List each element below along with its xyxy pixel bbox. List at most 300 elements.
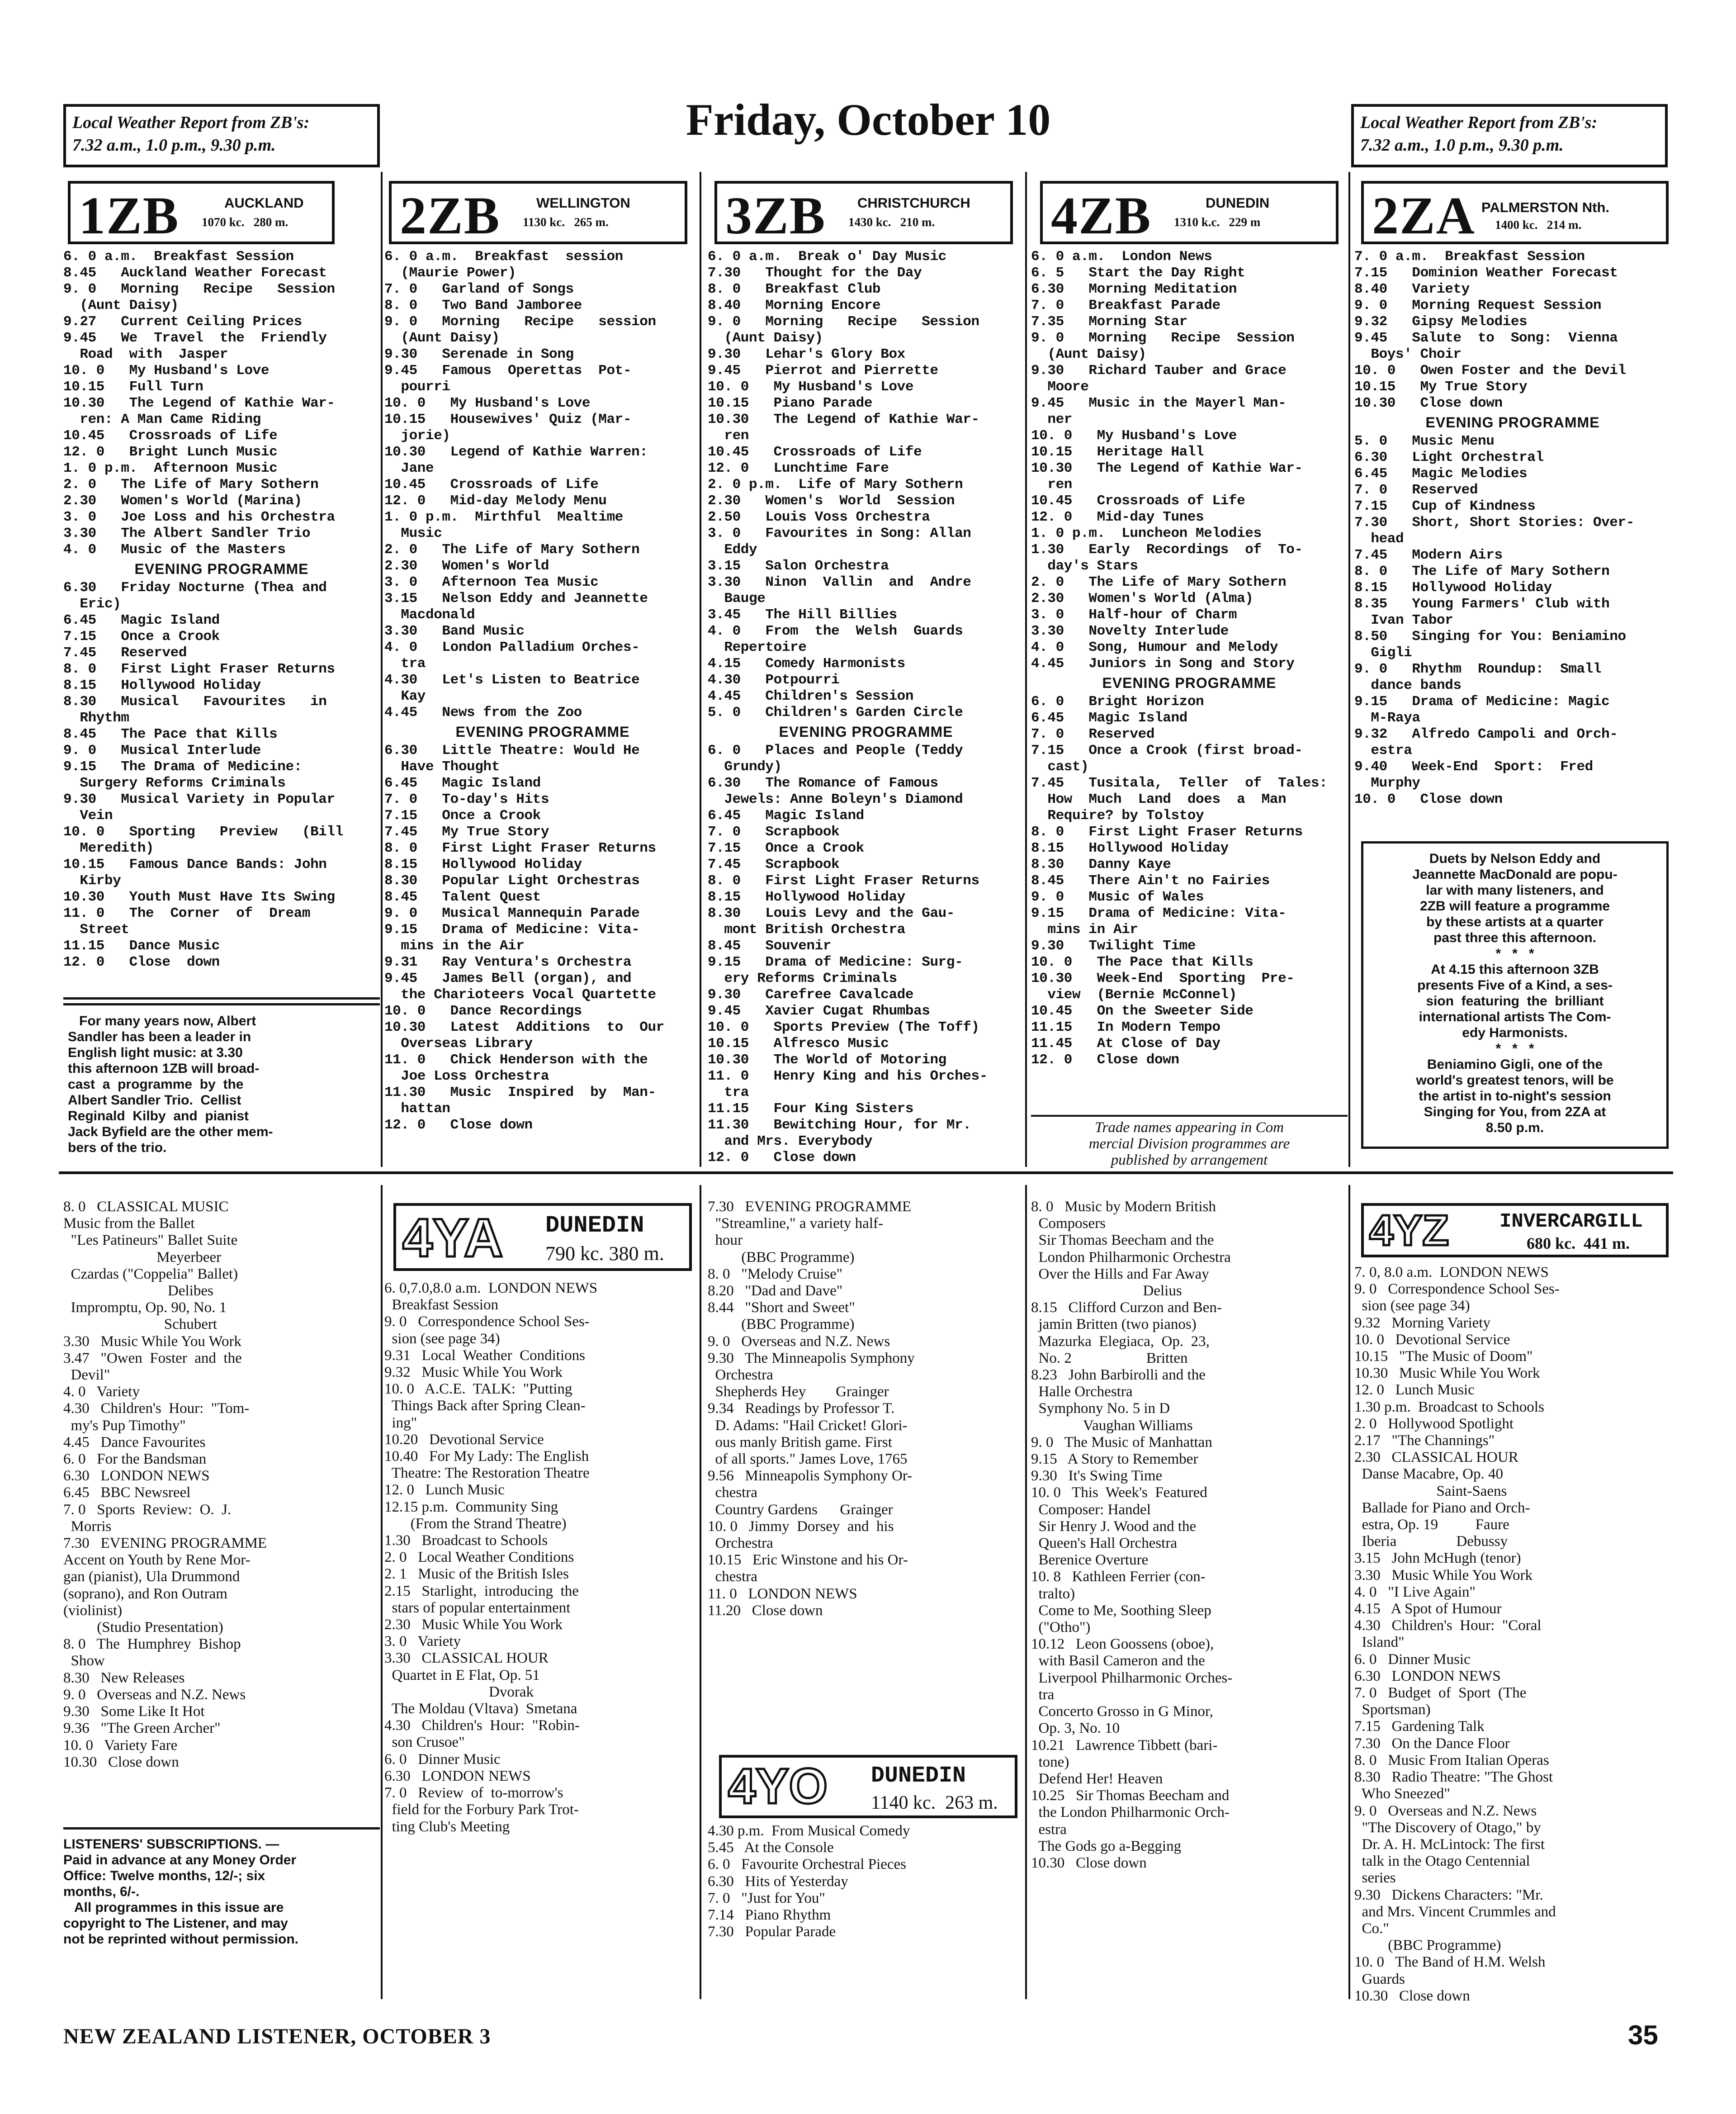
schedule-line: (BBC Programme)	[708, 1316, 855, 1333]
schedule-line: 2. 0 The Life of Mary Sothern	[384, 542, 640, 558]
schedule-line: 6.30 Morning Meditation	[1031, 281, 1237, 297]
weather-times: 7.32 a.m., 1.0 p.m., 9.30 p.m.	[72, 136, 276, 155]
schedule-line: 6. 0 a.m. Break o' Day Music	[708, 249, 946, 265]
schedule-line: 10. 0 A.C.E. TALK: "Putting	[384, 1381, 572, 1398]
station-call: 1ZB	[79, 186, 180, 245]
schedule-line: 7. 0 Budget of Sport (The	[1354, 1685, 1527, 1702]
schedule-line: Have Thought	[384, 759, 500, 775]
schedule-entries	[384, 1280, 701, 1835]
schedule-line: 9.45 Pierrot and Pierrette	[708, 363, 938, 379]
schedule-line: copyright to The Listener, and may	[63, 1916, 288, 1931]
schedule-line: 8.50 Singing for You: Beniamino	[1354, 629, 1626, 645]
schedule-line: 9.15 Drama of Medicine: Vita-	[384, 922, 640, 938]
schedule-line: 4.45 Children's Session	[708, 688, 914, 704]
schedule-line: 12. 0 Close down	[708, 1150, 856, 1166]
schedule-line: sion (see page 34)	[1354, 1298, 1470, 1314]
schedule-line: 2. 0 Local Weather Conditions	[384, 1549, 574, 1566]
schedule-line: D. Adams: "Hail Cricket! Glori-	[708, 1417, 908, 1434]
schedule-entries	[1354, 1264, 1671, 2005]
schedule-line: 6.30 LONDON NEWS	[63, 1468, 210, 1484]
schedule-line: 3. 0 Variety	[384, 1633, 461, 1650]
schedule-line: * * *	[1495, 946, 1534, 961]
schedule-line: estra	[1354, 743, 1412, 758]
schedule-line: tralto)	[1031, 1585, 1075, 1602]
schedule-line: 7.45 Modern Airs	[1354, 547, 1503, 563]
schedule-line: 7.15 Once a Crook	[708, 840, 864, 856]
schedule-line: 10.40 For My Lady: The English	[384, 1448, 589, 1465]
schedule-line: 4. 0 Music of the Masters	[63, 542, 286, 558]
schedule-line: 4.30 Let's Listen to Beatrice	[384, 672, 640, 688]
schedule-line: Moore	[1031, 379, 1089, 395]
schedule-line: 6. 0,7.0,8.0 a.m. LONDON NEWS	[384, 1280, 598, 1296]
schedule-4yz	[1354, 1264, 1671, 2005]
schedule-day	[384, 249, 701, 721]
schedule-line: 9.56 Minneapolis Symphony Or-	[708, 1468, 913, 1484]
schedule-line: Jane	[384, 460, 434, 476]
schedule-line: 9. 0 Morning Request Session	[1354, 298, 1602, 313]
schedule-line: 6.30 Friday Nocturne (Thea and	[63, 580, 327, 596]
schedule-line: 10.45 Crossroads of Life	[384, 477, 599, 493]
schedule-lower-col1	[63, 1199, 380, 1771]
schedule-line: ing"	[384, 1414, 417, 1431]
schedule-line: 7.15 Once a Crook (first broad-	[1031, 743, 1303, 758]
schedule-line: 10. 0 Sports Preview (The Toff)	[708, 1019, 979, 1035]
schedule-line: (Aunt Daisy)	[1031, 346, 1146, 362]
schedule-line: 7. 0 Breakfast Parade	[1031, 298, 1220, 313]
column-rule	[381, 172, 383, 1167]
schedule-line: 8.30 Popular Light Orchestras	[384, 873, 640, 889]
station-frequency: 1310 k.c. 229 m	[1174, 215, 1261, 229]
schedule-line: (Studio Presentation)	[63, 1619, 223, 1636]
weather-box-right	[1351, 104, 1668, 167]
schedule-line: 10. 0 My Husband's Love	[384, 395, 591, 411]
schedule-line: 9.32 Gipsy Melodies	[1354, 314, 1528, 330]
schedule-line: 3. 0 Afternoon Tea Music	[384, 574, 599, 590]
schedule-line: 10.30 Close down	[63, 1754, 179, 1770]
schedule-line: 10. 0 My Husband's Love	[708, 379, 914, 395]
schedule-line: (soprano), and Ron Outram	[63, 1585, 227, 1602]
schedule-line: 8.20 "Dad and Dave"	[708, 1283, 843, 1299]
schedule-line: Over the Hills and Far Away	[1031, 1266, 1209, 1282]
schedule-line: Iberia Debussy	[1354, 1533, 1508, 1550]
schedule-line: 8.30 New Releases	[63, 1669, 185, 1686]
station-frequency: 1140 kc. 263 m.	[871, 1792, 998, 1813]
schedule-line: 8. 0 First Light Fraser Returns	[708, 873, 979, 889]
station-frequency: 1070 kc. 280 m.	[202, 215, 289, 229]
schedule-line: 6.30 The Romance of Famous	[708, 775, 938, 791]
schedule-line: 9. 0 Morning Recipe Session	[63, 281, 335, 297]
schedule-line: 9.30 Richard Tauber and Grace	[1031, 363, 1287, 379]
schedule-line: 8.40 Morning Encore	[708, 298, 881, 313]
schedule-line: 7.14 Piano Rhythm	[708, 1907, 831, 1924]
station-city: INVERCARGILL	[1499, 1210, 1643, 1233]
schedule-line: 6. 0 a.m. London News	[1031, 249, 1212, 265]
evening-programme-heading: EVENING PROGRAMME	[779, 724, 953, 740]
schedule-line: Defend Her! Heaven	[1031, 1770, 1163, 1787]
schedule-line: 12.15 p.m. Community Sing	[384, 1498, 558, 1515]
schedule-line: 6.45 Magic Island	[1031, 710, 1187, 726]
schedule-line: 10.30 Music While You Work	[1354, 1365, 1540, 1382]
schedule-line: Danse Macabre, Op. 40	[1354, 1466, 1503, 1483]
schedule-line: 4.30 p.m. From Musical Comedy	[708, 1823, 910, 1839]
schedule-line: estra, Op. 19 Faure	[1354, 1517, 1509, 1533]
schedule-line: past three this afternoon.	[1433, 930, 1597, 945]
schedule-line: 10.30 Close down	[1354, 1987, 1470, 2004]
schedule-line: of all sports." James Love, 1765	[708, 1451, 908, 1468]
schedule-line: 8. 0 "Melody Cruise"	[708, 1266, 843, 1282]
schedule-line: 2.30 CLASSICAL HOUR	[1354, 1449, 1518, 1466]
schedule-line: months, 6/-.	[63, 1884, 140, 1899]
schedule-line: 9. 0 The Music of Manhattan	[1031, 1434, 1212, 1450]
horizontal-rule	[59, 1171, 1673, 1174]
schedule-line: 7. 0 Scrapbook	[708, 824, 840, 840]
weather-line: Local Weather Report from ZB's:	[72, 113, 310, 132]
schedule-line: 2.15 Starlight, introducing the	[384, 1583, 579, 1599]
schedule-line: 9. 0 Morning Recipe session	[384, 314, 656, 330]
schedule-line: Reginald Kilby and pianist	[68, 1109, 249, 1123]
schedule-line: international artists The Com-	[1419, 1010, 1611, 1024]
schedule-line: 4. 0 London Palladium Orches-	[384, 640, 640, 655]
schedule-line: this afternoon 1ZB will broad-	[68, 1061, 260, 1076]
schedule-line: Delius	[1031, 1283, 1182, 1299]
schedule-line: 8.35 Young Farmers' Club with	[1354, 596, 1610, 612]
schedule-line: Eddy	[708, 542, 757, 558]
schedule-line: series	[1354, 1870, 1396, 1886]
schedule-evening	[1354, 433, 1671, 808]
schedule-2zb	[384, 249, 701, 1133]
schedule-line: * * *	[1495, 1041, 1534, 1056]
schedule-line: 6.30 Hits of Yesterday	[708, 1873, 848, 1890]
schedule-line: Breakfast Session	[384, 1297, 499, 1313]
schedule-line: 9. 0 Overseas and N.Z. News	[1354, 1802, 1537, 1819]
schedule-line: 8.30 Danny Kaye	[1031, 857, 1171, 872]
schedule-line: 10.30 Close down	[1031, 1854, 1147, 1871]
schedule-line: 10.30 Youth Must Have Its Swing	[63, 889, 335, 905]
schedule-line: 10. 0 Jimmy Dorsey and his	[708, 1518, 894, 1535]
station-call: 2ZA	[1372, 186, 1476, 245]
schedule-line: 2. 1 Music of the British Isles	[384, 1566, 569, 1583]
schedule-line: LISTENERS' SUBSCRIPTIONS. —	[63, 1837, 279, 1852]
schedule-line: 7.15 Cup of Kindness	[1354, 498, 1536, 514]
schedule-line: 6. 0 Bright Horizon	[1031, 694, 1204, 710]
schedule-line: 4. 0 Song, Humour and Melody	[1031, 640, 1278, 655]
trade-line: mercial Division programmes are	[1088, 1136, 1290, 1152]
schedule-line: 8.15 Hollywood Holiday	[1354, 580, 1552, 596]
schedule-entries	[63, 1199, 380, 1771]
schedule-line: (Aunt Daisy)	[384, 330, 500, 346]
schedule-line: 9.36 "The Green Archer"	[63, 1720, 221, 1737]
schedule-line: 12. 0 Mid-day Melody Menu	[384, 493, 607, 509]
station-frequency: 680 kc. 441 m.	[1527, 1234, 1630, 1252]
schedule-line: 10.30 Latest Additions to Our	[384, 1019, 664, 1035]
schedule-line: 9.15 The Drama of Medicine:	[63, 759, 302, 775]
schedule-line: 9.30 Carefree Cavalcade	[708, 987, 914, 1003]
schedule-line: 5.45 At the Console	[708, 1839, 834, 1856]
schedule-line: 3.15 John McHugh (tenor)	[1354, 1550, 1521, 1567]
schedule-line: 3.15 Nelson Eddy and Jeannette	[384, 591, 648, 607]
schedule-line: 4.45 News from the Zoo	[384, 705, 582, 720]
schedule-line: ous manly British game. First	[708, 1434, 892, 1450]
schedule-line: 12. 0 Bright Lunch Music	[63, 444, 278, 460]
schedule-line: mins in Air	[1031, 922, 1138, 938]
schedule-4yo	[708, 1823, 1024, 1940]
schedule-line: 10.30 Legend of Kathie Warren:	[384, 444, 648, 460]
weather-box-left	[63, 104, 380, 167]
schedule-line: 6.45 Magic Island	[63, 612, 220, 628]
schedule-line: Sandler has been a leader in	[68, 1029, 251, 1044]
schedule-line: 12. 0 Lunchtime Fare	[708, 460, 889, 476]
schedule-line: the artist in to-night's session	[1419, 1089, 1611, 1104]
schedule-line: 7. 0 Sports Review: O. J.	[63, 1501, 232, 1518]
schedule-line: 2. 0 The Life of Mary Sothern	[1031, 574, 1287, 590]
station-city: DUNEDIN	[1206, 195, 1270, 211]
schedule-line: 2.17 "The Channings"	[1354, 1432, 1495, 1449]
schedule-line: 2. 0 p.m. Life of Mary Sothern	[708, 477, 963, 493]
schedule-line: Meredith)	[63, 840, 154, 856]
schedule-line: stars of popular entertainment	[384, 1599, 571, 1616]
schedule-line: 7. 0 Garland of Songs	[384, 281, 574, 297]
schedule-line: 9.15 Drama of Medicine: Magic	[1354, 694, 1610, 710]
schedule-line: Composers	[1031, 1215, 1106, 1232]
schedule-line: mins in the Air	[384, 938, 525, 954]
schedule-line: 9.30 Dickens Characters: "Mr.	[1354, 1886, 1543, 1903]
schedule-line: 9.45 Famous Operettas Pot-	[384, 363, 632, 379]
schedule-line: edy Harmonists.	[1462, 1025, 1568, 1040]
schedule-line: (BBC Programme)	[708, 1249, 855, 1266]
schedule-line: 10.21 Lawrence Tibbett (bari-	[1031, 1737, 1218, 1754]
schedule-line: (Maurie Power)	[384, 265, 516, 281]
station-city: PALMERSTON Nth.	[1481, 199, 1610, 215]
schedule-line: 10. 0 Variety Fare	[63, 1737, 178, 1754]
schedule-line: Require? by Tolstoy	[1031, 808, 1204, 824]
schedule-line: cast a programme by the	[68, 1077, 244, 1092]
footer-publication: NEW ZEALAND LISTENER, OCTOBER 3	[63, 2024, 491, 2048]
schedule-line: ting Club's Meeting	[384, 1818, 510, 1835]
schedule-line: 9.31 Local Weather Conditions	[384, 1347, 585, 1364]
schedule-line: Composer: Handel	[1031, 1501, 1151, 1518]
schedule-line: Halle Orchestra	[1031, 1384, 1133, 1400]
schedule-line: (From the Strand Theatre)	[384, 1515, 567, 1532]
station-call: 2ZB	[400, 186, 501, 245]
schedule-line: 9. 0 Correspondence School Ses-	[384, 1313, 590, 1330]
schedule-line: lar with many listeners, and	[1426, 883, 1604, 898]
schedule-line: At 4.15 this afternoon 3ZB	[1431, 962, 1599, 977]
schedule-line: 12. 0 Lunch Music	[384, 1482, 505, 1498]
schedule-line: 9.30 Some Like It Hot	[63, 1703, 205, 1720]
schedule-evening	[1031, 694, 1348, 1068]
schedule-line: 9. 0 Morning Recipe Session	[1031, 330, 1295, 346]
schedule-line: 7. 0 To-day's Hits	[384, 792, 549, 807]
schedule-line: Queen's Hall Orchestra	[1031, 1535, 1177, 1552]
schedule-line: For many years now, Albert	[68, 1014, 256, 1029]
schedule-line: 5. 0 Children's Garden Circle	[708, 705, 963, 720]
schedule-line: 2. 0 Hollywood Spotlight	[1354, 1415, 1514, 1432]
schedule-line: ren: A Man Came Riding	[63, 412, 261, 427]
schedule-line: Macdonald	[384, 607, 475, 623]
schedule-line: 9.30 It's Swing Time	[1031, 1468, 1163, 1484]
station-badge-4ya	[393, 1203, 692, 1271]
schedule-line: 6.30 LONDON NEWS	[1354, 1668, 1501, 1684]
notes-box-2za	[1361, 841, 1669, 1149]
page-number: 35	[1628, 2020, 1658, 2050]
schedule-line: 8.44 "Short and Sweet"	[708, 1299, 855, 1316]
schedule-line: 10. 0 The Band of H.M. Welsh	[1354, 1954, 1546, 1971]
schedule-line: sion featuring the brilliant	[1426, 994, 1604, 1009]
schedule-line: hattan	[384, 1101, 450, 1117]
schedule-line: Island"	[1354, 1634, 1405, 1651]
schedule-line: mont British Orchestra	[708, 922, 905, 938]
schedule-line: estra	[1031, 1821, 1067, 1838]
schedule-line: 9.45 Xavier Cugat Rhumbas	[708, 1003, 930, 1019]
schedule-line: 8. 0 The Humphrey Bishop	[63, 1636, 241, 1653]
schedule-line: Jack Byfield are the other mem-	[68, 1124, 273, 1139]
schedule-line: 8.45 The Pace that Kills	[63, 726, 278, 742]
schedule-line: head	[1354, 531, 1404, 547]
schedule-line: Albert Sandler Trio. Cellist	[68, 1093, 241, 1108]
schedule-line: 7. 0, 8.0 a.m. LONDON NEWS	[1354, 1264, 1549, 1280]
schedule-line: 3.47 "Owen Foster and the	[63, 1350, 242, 1366]
schedule-line: 10. 0 Owen Foster and the Devil	[1354, 363, 1626, 379]
schedule-line: Street	[63, 922, 129, 938]
schedule-line: Beniamino Gigli, one of the	[1427, 1057, 1603, 1072]
schedule-line: 10. 0 The Pace that Kills	[1031, 954, 1254, 970]
schedule-line: 4.45 Juniors in Song and Story	[1031, 656, 1295, 672]
weather-line: Local Weather Report from ZB's:	[1360, 113, 1598, 132]
schedule-line: 10.15 "The Music of Doom"	[1354, 1348, 1533, 1365]
schedule-line: 7.45 Tusitala, Teller of Tales:	[1031, 775, 1328, 791]
schedule-line: 1.30 Early Recordings of To-	[1031, 542, 1303, 558]
schedule-line: How Much Land does a Man	[1031, 792, 1287, 807]
schedule-line: 8. 0 Music From Italian Operas	[1354, 1752, 1549, 1768]
schedule-line: 10. 0 Devotional Service	[1354, 1331, 1510, 1348]
schedule-line: Rhythm	[63, 710, 129, 726]
schedule-line: 9. 0 Overseas and N.Z. News	[708, 1333, 890, 1350]
schedule-line: Sir Henry J. Wood and the	[1031, 1518, 1197, 1535]
schedule-line: ren	[1031, 477, 1073, 493]
station-frequency: 790 kc. 380 m.	[545, 1242, 664, 1265]
schedule-line: Paid in advance at any Money Order	[63, 1853, 297, 1868]
schedule-line: 8.15 Hollywood Holiday	[1031, 840, 1229, 856]
schedule-line: 6.45 Magic Island	[708, 808, 864, 824]
schedule-line: 1. 0 p.m. Afternoon Music	[63, 460, 278, 476]
schedule-line: view (Bernie McConnel)	[1031, 987, 1237, 1003]
schedule-line: 7.35 Morning Star	[1031, 314, 1187, 330]
schedule-line: Overseas Library	[384, 1036, 533, 1052]
schedule-line: 6.45 Magic Island	[384, 775, 541, 791]
schedule-line: 1.30 Broadcast to Schools	[384, 1532, 548, 1549]
schedule-line: 8.15 Clifford Curzon and Ben-	[1031, 1299, 1222, 1316]
schedule-line: 6. 0 For the Bandsman	[63, 1451, 207, 1468]
schedule-line: ner	[1031, 412, 1073, 427]
schedule-line: London Philharmonic Orchestra	[1031, 1249, 1231, 1266]
schedule-line: 9.30 Musical Variety in Popular	[63, 792, 335, 807]
schedule-line: 12. 0 Mid-day Tunes	[1031, 509, 1204, 525]
station-header-2za	[1361, 181, 1669, 244]
schedule-2za	[1354, 249, 1671, 808]
schedule-line: 9.32 Music While You Work	[384, 1364, 563, 1381]
station-header-2zb	[389, 181, 687, 244]
schedule-line: 4.30 Children's Hour: "Coral	[1354, 1617, 1542, 1634]
schedule-line: 10. 0 My Husband's Love	[1031, 428, 1237, 444]
schedule-line: 9.31 Ray Ventura's Orchestra	[384, 954, 632, 970]
schedule-line: 8. 0 First Light Fraser Returns	[384, 840, 656, 856]
schedule-line: 7.30 EVENING PROGRAMME	[63, 1535, 267, 1552]
horizontal-rule	[1031, 1115, 1348, 1117]
schedule-line: Concerto Grosso in G Minor,	[1031, 1703, 1213, 1720]
schedule-line: gan (pianist), Ula Drummond	[63, 1569, 240, 1585]
schedule-line: 10.15 Eric Winstone and his Or-	[708, 1552, 908, 1569]
schedule-day	[1031, 249, 1348, 672]
schedule-line: 8.15 Hollywood Holiday	[384, 857, 582, 872]
schedule-line: Mazurka Elegiaca, Op. 23,	[1031, 1333, 1210, 1350]
schedule-line: the Charioteers Vocal Quartette	[384, 987, 656, 1003]
schedule-line: 7.45 My True Story	[384, 824, 549, 840]
schedule-line: 2.30 Music While You Work	[384, 1616, 563, 1633]
schedule-line: Vein	[63, 808, 113, 824]
station-call: 3ZB	[725, 186, 826, 245]
schedule-line: Orchestra	[708, 1535, 773, 1552]
schedule-line: Grundy)	[708, 759, 782, 775]
schedule-1zb	[63, 249, 380, 971]
schedule-line: Boys' Choir	[1354, 346, 1462, 362]
schedule-line: day's Stars	[1031, 558, 1138, 574]
schedule-line: 10. 0 My Husband's Love	[63, 363, 270, 379]
schedule-line: with Basil Cameron and the	[1031, 1653, 1205, 1669]
schedule-line: Morris	[63, 1518, 112, 1535]
schedule-line: 11.45 At Close of Day	[1031, 1036, 1220, 1052]
schedule-line: The Moldau (Vltava) Smetana	[384, 1701, 577, 1717]
schedule-line: 7.15 Once a Crook	[384, 808, 541, 824]
schedule-line: 10.30 The Legend of Kathie War-	[1031, 460, 1303, 476]
page-title: Friday, October 10	[686, 95, 1051, 145]
schedule-line: 8.30 Musical Favourites in	[63, 694, 327, 710]
schedule-line: 11.15 Dance Music	[63, 938, 220, 954]
schedule-line: Sir Thomas Beecham and the	[1031, 1232, 1214, 1249]
column-rule	[1025, 1185, 1027, 1999]
schedule-line: and Mrs. Vincent Crummles and	[1354, 1903, 1556, 1920]
schedule-line: Things Back after Spring Clean-	[384, 1398, 586, 1414]
schedule-line: 6. 0 Dinner Music	[1354, 1651, 1471, 1668]
schedule-line: 3. 0 Joe Loss and his Orchestra	[63, 509, 335, 525]
schedule-line: 6. 0 a.m. Breakfast Session	[63, 249, 294, 265]
schedule-line: 8.30 Louis Levy and the Gau-	[708, 905, 955, 921]
subscriptions-text	[63, 1836, 380, 1947]
schedule-line: 9.30 Lehar's Glory Box	[708, 346, 905, 362]
schedule-line: 9.30 Serenade in Song	[384, 346, 574, 362]
schedule-line: 7.30 On the Dance Floor	[1354, 1735, 1510, 1752]
schedule-line: 9.40 Week-End Sport: Fred	[1354, 759, 1593, 775]
schedule-line: the London Philharmonic Orch-	[1031, 1804, 1230, 1821]
schedule-line: 7.15 Gardening Talk	[1354, 1718, 1485, 1735]
station-header-4zb	[1040, 181, 1339, 244]
schedule-line: 2. 0 The Life of Mary Sothern	[63, 477, 319, 493]
schedule-line: 6.45 Magic Melodies	[1354, 466, 1528, 482]
station-city: CHRISTCHURCH	[857, 195, 970, 211]
schedule-line: 6.30 Light Orchestral	[1354, 450, 1544, 465]
schedule-line: son Crusoe"	[384, 1734, 465, 1751]
schedule-line: 4.45 Dance Favourites	[63, 1434, 206, 1450]
schedule-line: 11. 0 LONDON NEWS	[708, 1585, 857, 1602]
schedule-line: Dr. A. H. McLintock: The first	[1354, 1836, 1545, 1853]
schedule-line: 4.30 Potpourri	[708, 672, 840, 688]
schedule-line: 7.45 Scrapbook	[708, 857, 840, 872]
schedule-line: (BBC Programme)	[1354, 1937, 1501, 1954]
schedule-line: 9.45 Music in the Mayerl Man-	[1031, 395, 1287, 411]
schedule-line: Office: Twelve months, 12/-; six	[63, 1868, 265, 1883]
schedule-line: Joe Loss Orchestra	[384, 1068, 549, 1084]
schedule-line: ren	[708, 428, 749, 444]
schedule-line: 11. 0 The Corner of Dream	[63, 905, 311, 921]
